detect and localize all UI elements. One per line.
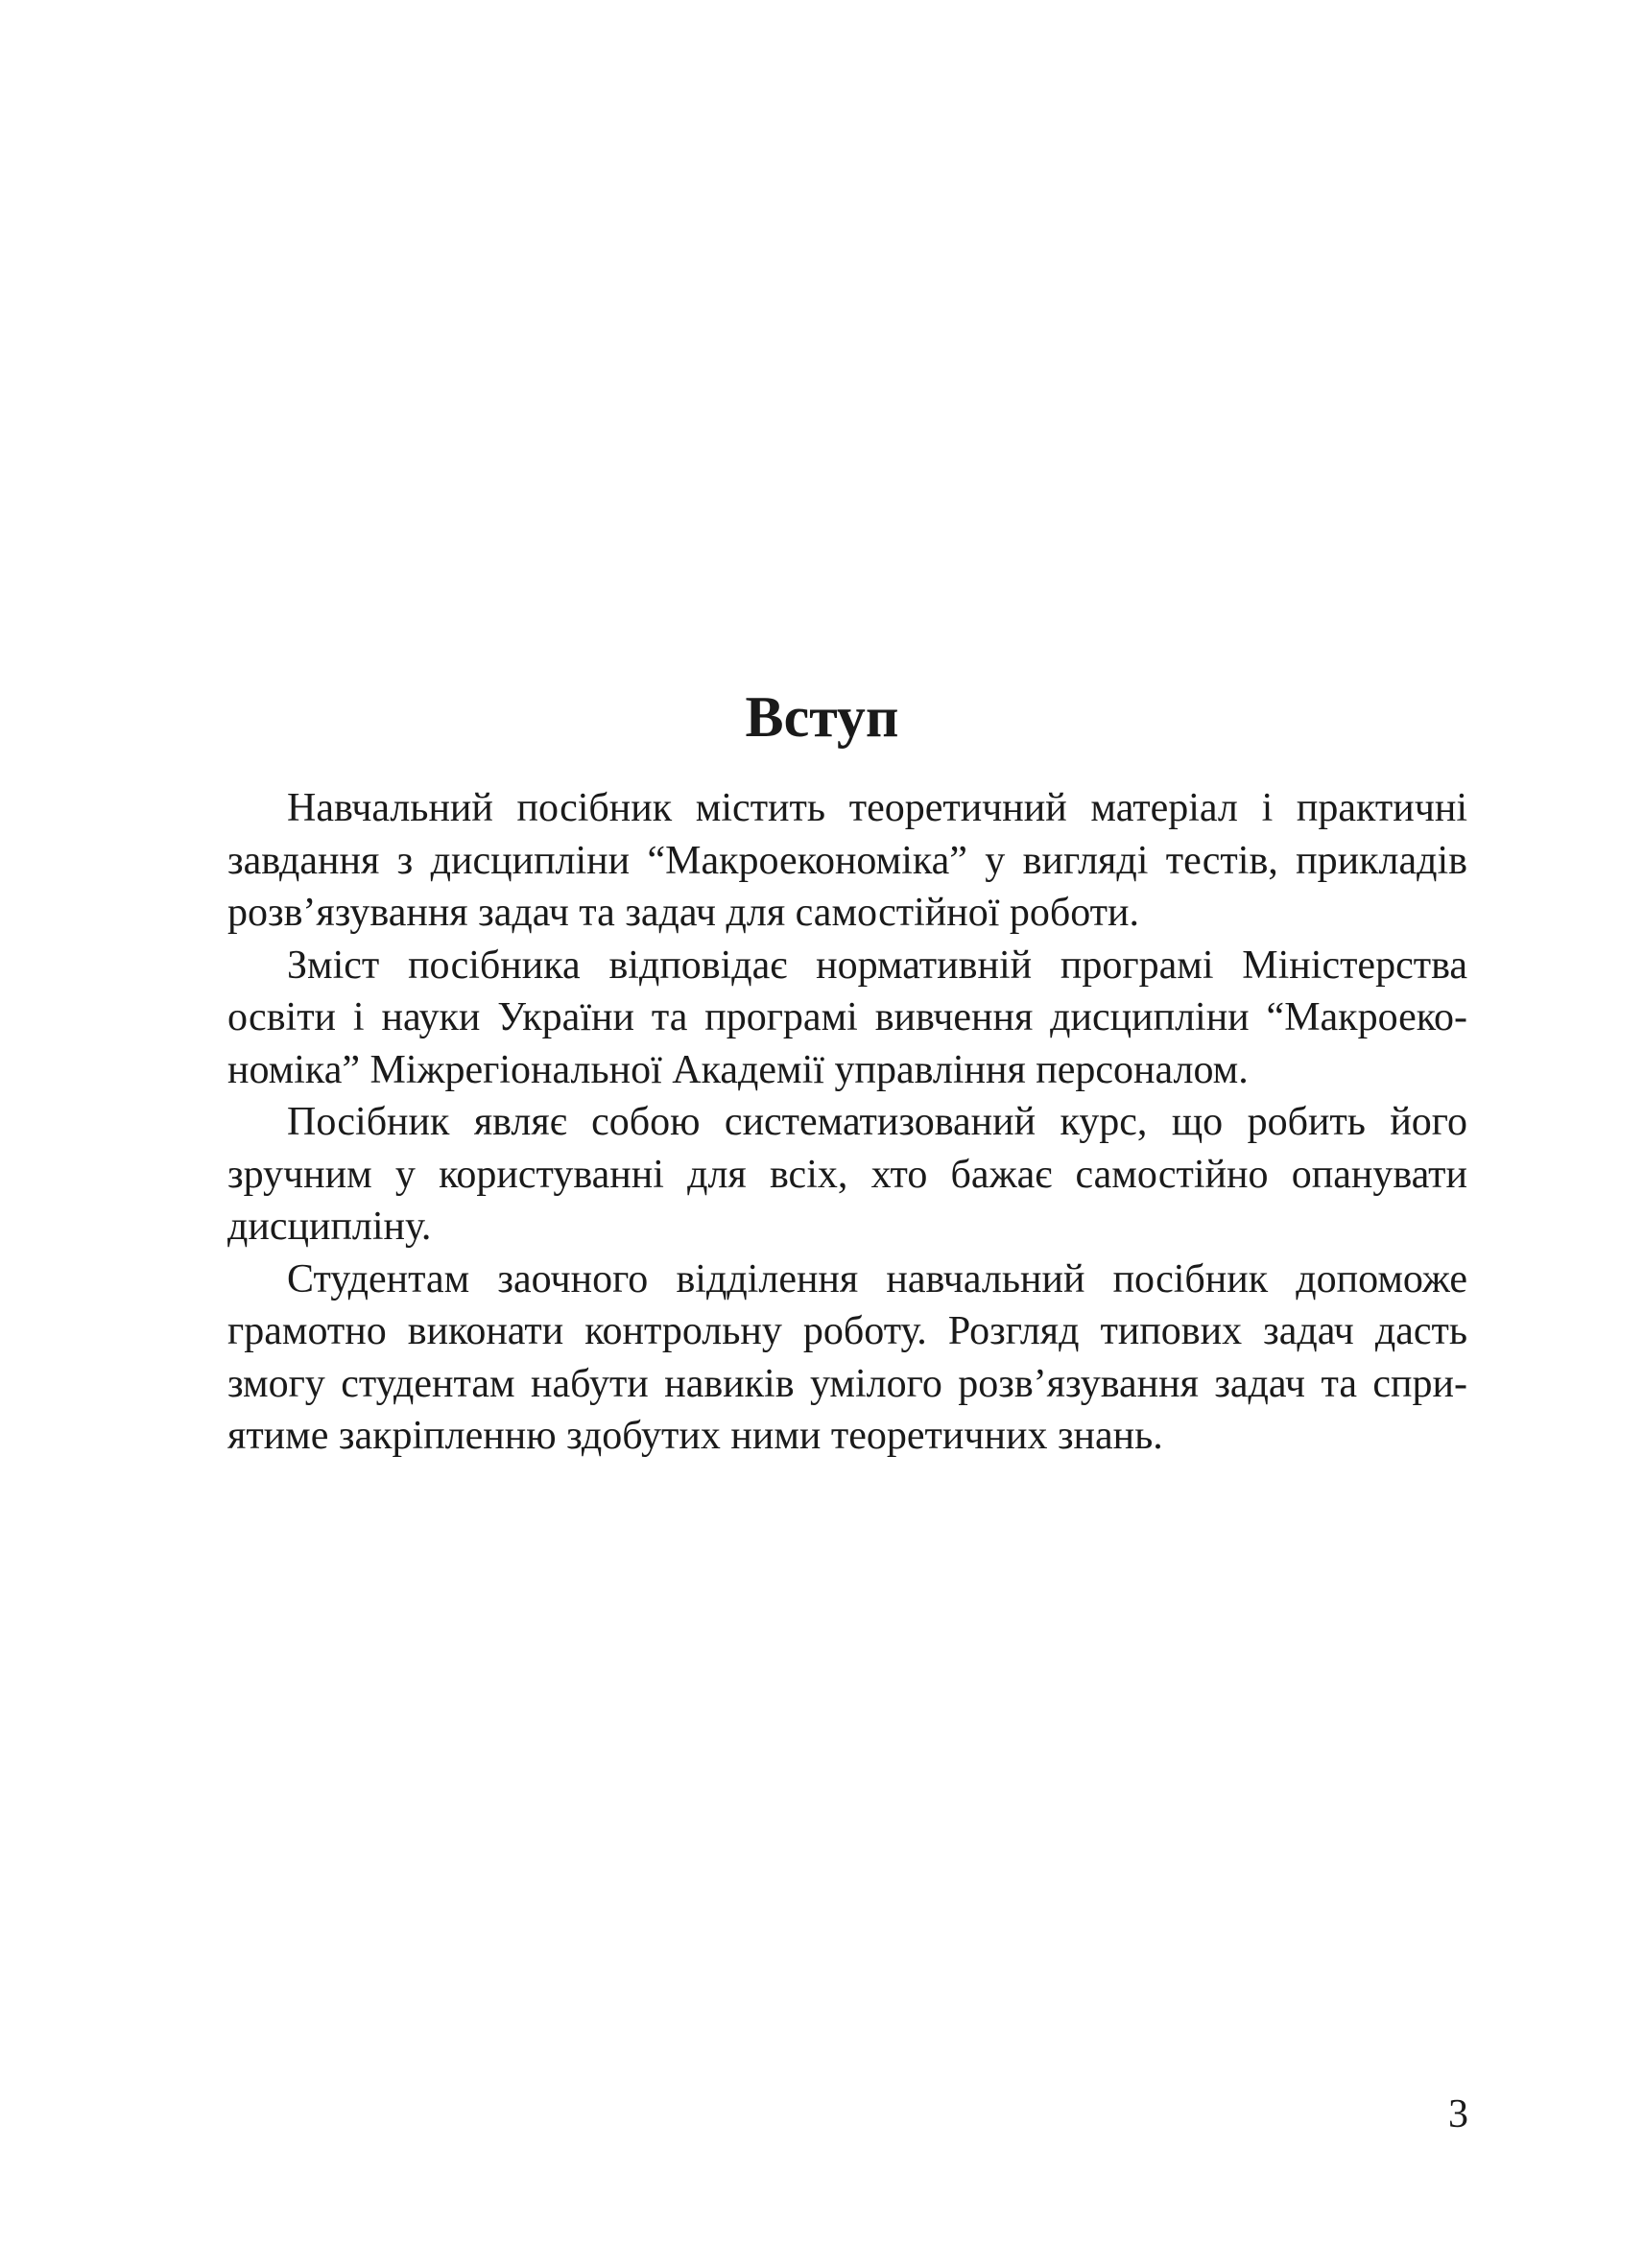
- text-line: Посібник являє собою систематизований курс, що робить його: [287, 1100, 1467, 1144]
- text-line: дисципліну.: [227, 1205, 432, 1249]
- text-line: зручним у користуванні для всіх, хто бажає самостійно опанувати: [227, 1152, 1467, 1197]
- paragraph: [227, 1253, 1467, 1463]
- text-line: завдання з дисципліни “Макроекономіка” у вигляді тестів, прикладів: [227, 838, 1467, 883]
- paragraph: [227, 1096, 1467, 1253]
- text-line: Студентам заочного відділення навчальний посібник допоможе: [287, 1256, 1467, 1301]
- text-line: змогу студентам набути навиків умілого розв’язування задач та спри-: [227, 1361, 1467, 1406]
- paragraph: [227, 940, 1467, 1097]
- text-line: освіти і науки України та програмі вивчення дисципліни “Макроеко-: [227, 995, 1467, 1039]
- page-number: 3: [1448, 2092, 1468, 2137]
- body-text: [227, 782, 1467, 1463]
- text-line: грамотно виконати контрольну роботу. Розгляд типових задач дасть: [227, 1309, 1467, 1353]
- text-line: Зміст посібника відповідає нормативній програмі Міністерства: [287, 943, 1467, 988]
- paragraph: [227, 782, 1467, 940]
- text-line: Навчальний посібник містить теоретичний матеріал і практичні: [287, 786, 1467, 830]
- text-line: ятиме закріпленню здобутих ними теоретичних знань.: [227, 1414, 1163, 1458]
- text-line: розв’язування задач та задач для самостійної роботи.: [227, 891, 1140, 935]
- text-line: номіка” Міжрегіональної Академії управління персоналом.: [227, 1047, 1249, 1092]
- page-title: Вступ: [745, 685, 899, 749]
